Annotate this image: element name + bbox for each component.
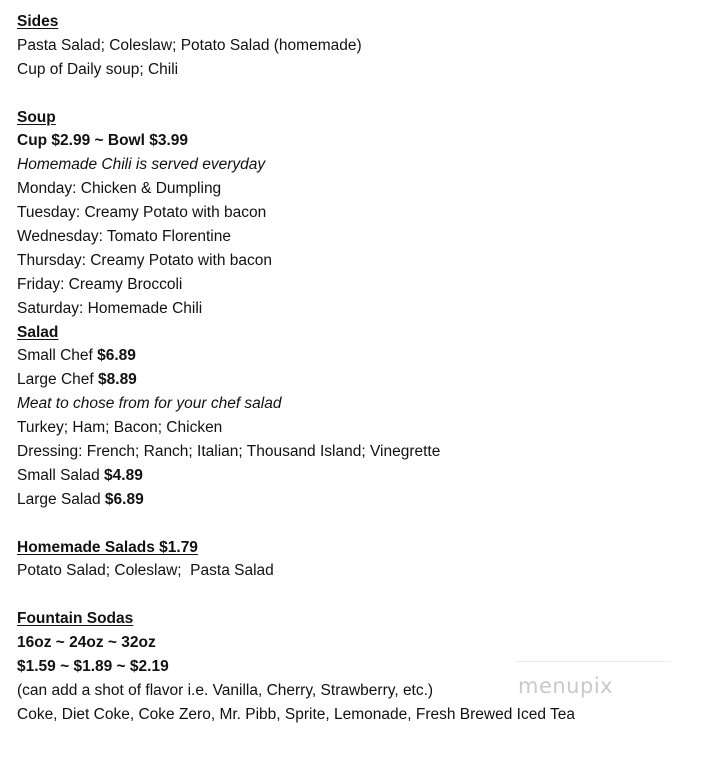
homemade-salads-items: Potato Salad; Coleslaw; Pasta Salad: [17, 562, 274, 580]
soup-heading: Soup: [17, 108, 56, 126]
sides-heading: Sides: [17, 13, 59, 30]
soup-day-wednesday: Wednesday: Tomato Florentine: [17, 228, 231, 246]
salad-small-chef-label: Small Chef: [17, 347, 93, 365]
salad-large-chef: [17, 368, 707, 392]
salad-large-chef-price: $8.89: [98, 371, 137, 389]
section-spacer: [17, 583, 707, 607]
homemade-salads-heading: Homemade Salads $1.79: [17, 538, 198, 556]
sides-line-1: Pasta Salad; Coleslaw; Potato Salad (homemade): [17, 36, 362, 54]
soup-day-thursday: Thursday: Creamy Potato with bacon: [17, 251, 273, 269]
fountain-sodas-heading: Fountain Sodas: [17, 610, 134, 628]
section-spacer: [17, 82, 707, 106]
salad-heading: Salad: [17, 323, 59, 341]
soup-day-tuesday: Tuesday: Creamy Potato with bacon: [17, 204, 267, 222]
menu-document: [17, 10, 707, 727]
salad-small-chef: [17, 344, 707, 368]
salad-small-chef-price: $6.89: [97, 347, 136, 365]
sides-line-2: Cup of Daily soup; Chili: [17, 60, 179, 78]
fountain-sodas-sizes: 16oz ~ 24oz ~ 32oz: [17, 634, 156, 652]
section-spacer: [17, 512, 707, 536]
salad-large-chef-label: Large Chef: [17, 371, 94, 389]
salad-large-salad: [17, 488, 707, 512]
watermark-rule: [516, 661, 671, 662]
salad-dressing: Dressing: French; Ranch; Italian; Thousand Island; Vinegrette: [17, 443, 441, 461]
fountain-sodas-drinks: Coke, Diet Coke, Coke Zero, Mr. Pibb, Sprite, Lemonade, Fresh Brewed Iced Tea: [17, 705, 575, 723]
menupix-watermark: menupix: [518, 674, 614, 698]
soup-note: Homemade Chili is served everyday: [17, 156, 266, 174]
soup-day-saturday: Saturday: Homemade Chili: [17, 299, 203, 317]
salad-large-salad-price: $6.89: [104, 490, 144, 508]
soup-day-monday: Monday: Chicken & Dumpling: [17, 180, 222, 198]
salad-small-salad-price: $4.89: [104, 466, 143, 484]
salad-large-salad-label: Large Salad: [17, 490, 101, 508]
salad-meats: Turkey; Ham; Bacon; Chicken: [17, 419, 223, 437]
salad-meat-note: Meat to chose from for your chef salad: [17, 395, 282, 413]
salad-small-salad-label: Small Salad: [17, 466, 100, 484]
soup-prices: Cup $2.99 ~ Bowl $3.99: [17, 132, 189, 150]
soup-day-friday: Friday: Creamy Broccoli: [17, 275, 183, 293]
fountain-sodas-prices: $1.59 ~ $1.89 ~ $2.19: [17, 658, 169, 676]
salad-small-salad: [17, 464, 707, 488]
fountain-sodas-flavor-note: (can add a shot of flavor i.e. Vanilla, Cherry, Strawberry, etc.): [17, 681, 434, 699]
